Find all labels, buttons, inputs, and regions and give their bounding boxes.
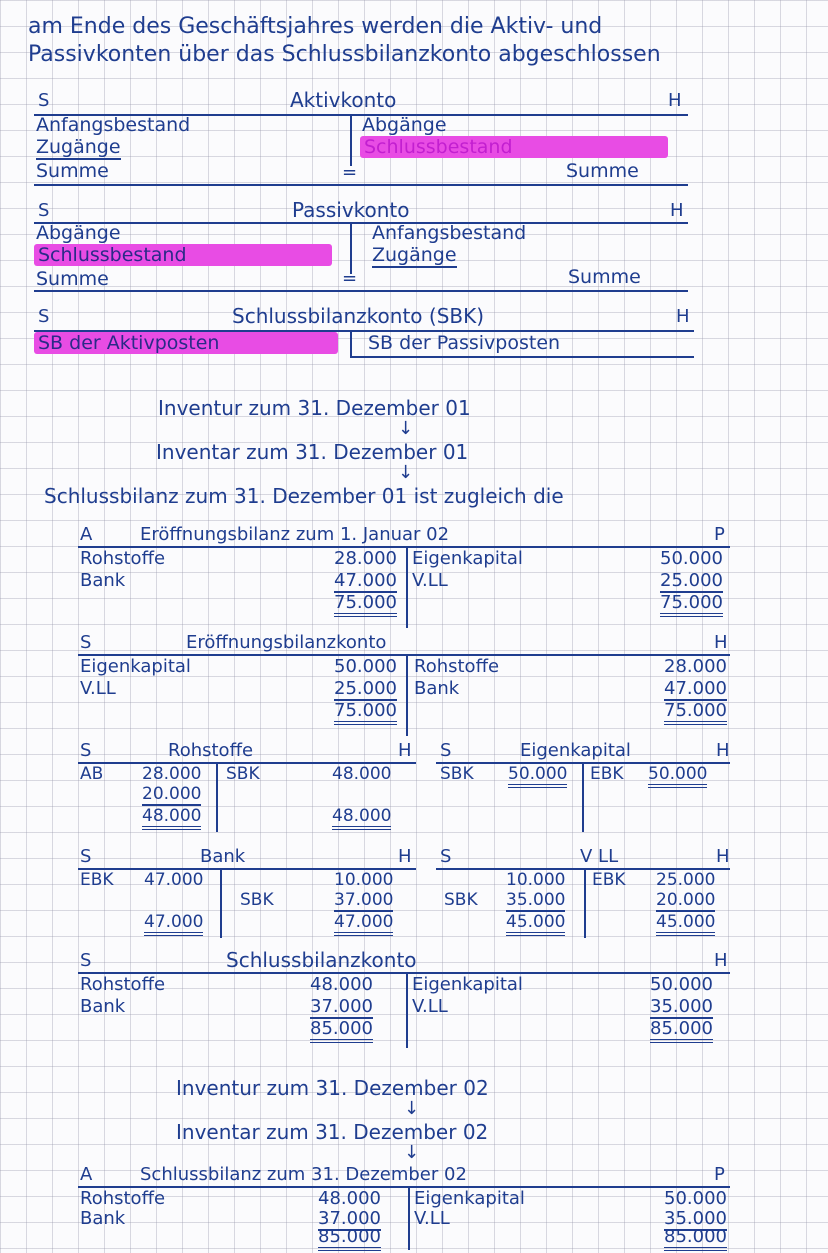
left-sum: 85.000 <box>318 1226 381 1251</box>
vll-label: V.LL <box>414 1208 450 1229</box>
left-sum: 48.000 <box>142 806 201 830</box>
right-sum: 85.000 <box>650 1018 713 1043</box>
right-sum: 75.000 <box>660 592 723 617</box>
soll-label: S <box>440 740 452 761</box>
intro-line-2: Passivkonten über das Schlussbilanzkonto abgeschlossen <box>28 42 661 67</box>
arrow-down-icon: ↓ <box>404 1142 420 1163</box>
abgang-value: 10.000 <box>506 870 566 890</box>
account-title: Aktivkonto <box>290 88 397 112</box>
abgaenge-label: Abgänge <box>36 222 121 244</box>
zugang-value: 20.000 <box>142 784 202 804</box>
haben-label: H <box>716 846 730 867</box>
passiva-label: P <box>714 524 725 545</box>
bank-label: Bank <box>80 1208 126 1229</box>
haben-label: H <box>398 846 412 867</box>
zugaenge-label: Zugänge <box>36 136 121 158</box>
soll-label: S <box>38 90 50 111</box>
right-sum: 45.000 <box>656 912 715 936</box>
soll-label: S <box>80 846 92 867</box>
haben-label: H <box>676 306 690 327</box>
inventar-02: Inventar zum 31. Dezember 02 <box>176 1120 489 1144</box>
aktiva-label: A <box>80 1164 93 1185</box>
abgang-value: 10.000 <box>334 870 394 890</box>
soll-label: S <box>80 950 92 971</box>
anfangsbestand-label: Anfangsbestand <box>36 114 191 136</box>
soll-label: S <box>38 200 50 221</box>
summe-left: Summe <box>36 268 109 290</box>
inventur-01: Inventur zum 31. Dezember 01 <box>158 396 471 420</box>
haben-label: H <box>716 740 730 761</box>
sbk-label: SBK <box>444 890 478 910</box>
right-sum: 85.000 <box>664 1226 727 1251</box>
sbk-label: SBK <box>240 890 274 910</box>
ebk-label: EBK <box>80 870 114 890</box>
ab-label: AB <box>80 764 104 784</box>
ebk-value: 25.000 <box>656 870 716 890</box>
rohstoffe-label: Rohstoffe <box>80 1188 166 1209</box>
schlussbestand-highlight: Schlussbestand <box>360 136 668 158</box>
account-title: Eigenkapital <box>520 740 631 761</box>
sbk-label: SBK <box>226 764 260 784</box>
left-sum: 45.000 <box>506 912 565 936</box>
left-sum: 75.000 <box>334 700 397 725</box>
abgaenge-label: Abgänge <box>362 114 447 136</box>
eigenkapital-value: 50.000 <box>660 548 723 569</box>
bank-value: 47.000 <box>334 570 397 591</box>
bank-value: 37.000 <box>310 996 373 1017</box>
bank-value: 37.000 <box>318 1208 381 1229</box>
rohstoffe-label: Rohstoffe <box>80 974 166 995</box>
vll-value: 35.000 <box>664 1208 727 1229</box>
passiva-label: P <box>714 1164 725 1185</box>
eigenkapital-value: 50.000 <box>664 1188 727 1209</box>
aktiva-label: A <box>80 524 93 545</box>
schlussbilanz-01: Schlussbilanz zum 31. Dezember 01 ist zugleich die <box>44 484 564 508</box>
zugaenge-label: Zugänge <box>372 244 457 266</box>
balance-title: Eröffnungsbilanz zum 1. Januar 02 <box>140 524 450 545</box>
vll-value: 25.000 <box>334 678 397 699</box>
rohstoffe-value: 48.000 <box>318 1188 381 1209</box>
sbk-value: 37.000 <box>334 890 394 910</box>
eigenkapital-label: Eigenkapital <box>414 1188 525 1209</box>
summe-right: Summe <box>568 266 641 288</box>
account-title: Schlussbilanzkonto <box>226 948 417 972</box>
ebk-value: 50.000 <box>648 764 707 788</box>
haben-label: H <box>714 632 728 653</box>
rohstoffe-value: 28.000 <box>334 548 397 569</box>
rohstoffe-value: 48.000 <box>310 974 373 995</box>
haben-label: H <box>670 200 684 221</box>
arrow-down-icon: ↓ <box>404 1098 420 1119</box>
soll-label: S <box>80 632 92 653</box>
ebk-label: EBK <box>590 764 624 784</box>
schlussbestand-highlight: Schlussbestand <box>34 244 332 266</box>
right-sum: 48.000 <box>332 806 391 830</box>
account-title: Bank <box>200 846 246 867</box>
left-sum: 75.000 <box>334 592 397 617</box>
right-sum: 47.000 <box>334 912 393 936</box>
inventar-01: Inventar zum 31. Dezember 01 <box>156 440 469 464</box>
sb-aktivposten-highlight: SB der Aktivposten <box>34 332 338 354</box>
eigenkapital-label: Eigenkapital <box>412 548 523 569</box>
haben-label: H <box>668 90 682 111</box>
soll-label: S <box>38 306 50 327</box>
vll-label: V.LL <box>412 570 448 591</box>
equals-sign: = <box>342 268 358 289</box>
account-title: Schlussbilanzkonto (SBK) <box>232 304 485 328</box>
left-sum: 47.000 <box>144 912 203 936</box>
eigenkapital-label: Eigenkapital <box>412 974 523 995</box>
rohstoffe-value: 28.000 <box>664 656 727 677</box>
account-title: Eröffnungsbilanzkonto <box>186 632 387 653</box>
sbk-value: 48.000 <box>332 764 392 784</box>
sb-passivposten: SB der Passivposten <box>368 332 561 354</box>
right-sum: 75.000 <box>664 700 727 725</box>
vll-value: 25.000 <box>660 570 723 591</box>
haben-label: H <box>398 740 412 761</box>
ebk-value: 47.000 <box>144 870 204 890</box>
vll-value: 35.000 <box>650 996 713 1017</box>
account-title: V LL <box>580 846 619 867</box>
vll-label: V.LL <box>412 996 448 1017</box>
anfangsbestand-label: Anfangsbestand <box>372 222 527 244</box>
eigenkapital-label: Eigenkapital <box>80 656 191 677</box>
equals-sign: = <box>342 162 358 183</box>
rohstoffe-label: Rohstoffe <box>414 656 500 677</box>
ab-value: 28.000 <box>142 764 202 784</box>
haben-label: H <box>714 950 728 971</box>
rohstoffe-label: Rohstoffe <box>80 548 166 569</box>
intro-line-1: am Ende des Geschäftsjahres werden die Aktiv- und <box>28 14 603 39</box>
bank-value: 47.000 <box>664 678 727 699</box>
eigenkapital-value: 50.000 <box>334 656 397 677</box>
account-title: Passivkonto <box>292 198 410 222</box>
sbk-value: 35.000 <box>506 890 566 910</box>
bank-label: Bank <box>80 570 126 591</box>
balance-title: Schlussbilanz zum 31. Dezember 02 <box>140 1164 467 1185</box>
summe-left: Summe <box>36 160 109 182</box>
eigenkapital-value: 50.000 <box>650 974 713 995</box>
bank-label: Bank <box>414 678 460 699</box>
ebk-label: EBK <box>592 870 626 890</box>
soll-label: S <box>440 846 452 867</box>
zugang-value: 20.000 <box>656 890 716 910</box>
sbk-value: 50.000 <box>508 764 567 788</box>
summe-right: Summe <box>566 160 639 182</box>
arrow-down-icon: ↓ <box>398 418 414 439</box>
arrow-down-icon: ↓ <box>398 462 414 483</box>
sbk-label: SBK <box>440 764 474 784</box>
soll-label: S <box>80 740 92 761</box>
vll-label: V.LL <box>80 678 116 699</box>
account-title: Rohstoffe <box>168 740 254 761</box>
inventur-02: Inventur zum 31. Dezember 02 <box>176 1076 489 1100</box>
left-sum: 85.000 <box>310 1018 373 1043</box>
bank-label: Bank <box>80 996 126 1017</box>
